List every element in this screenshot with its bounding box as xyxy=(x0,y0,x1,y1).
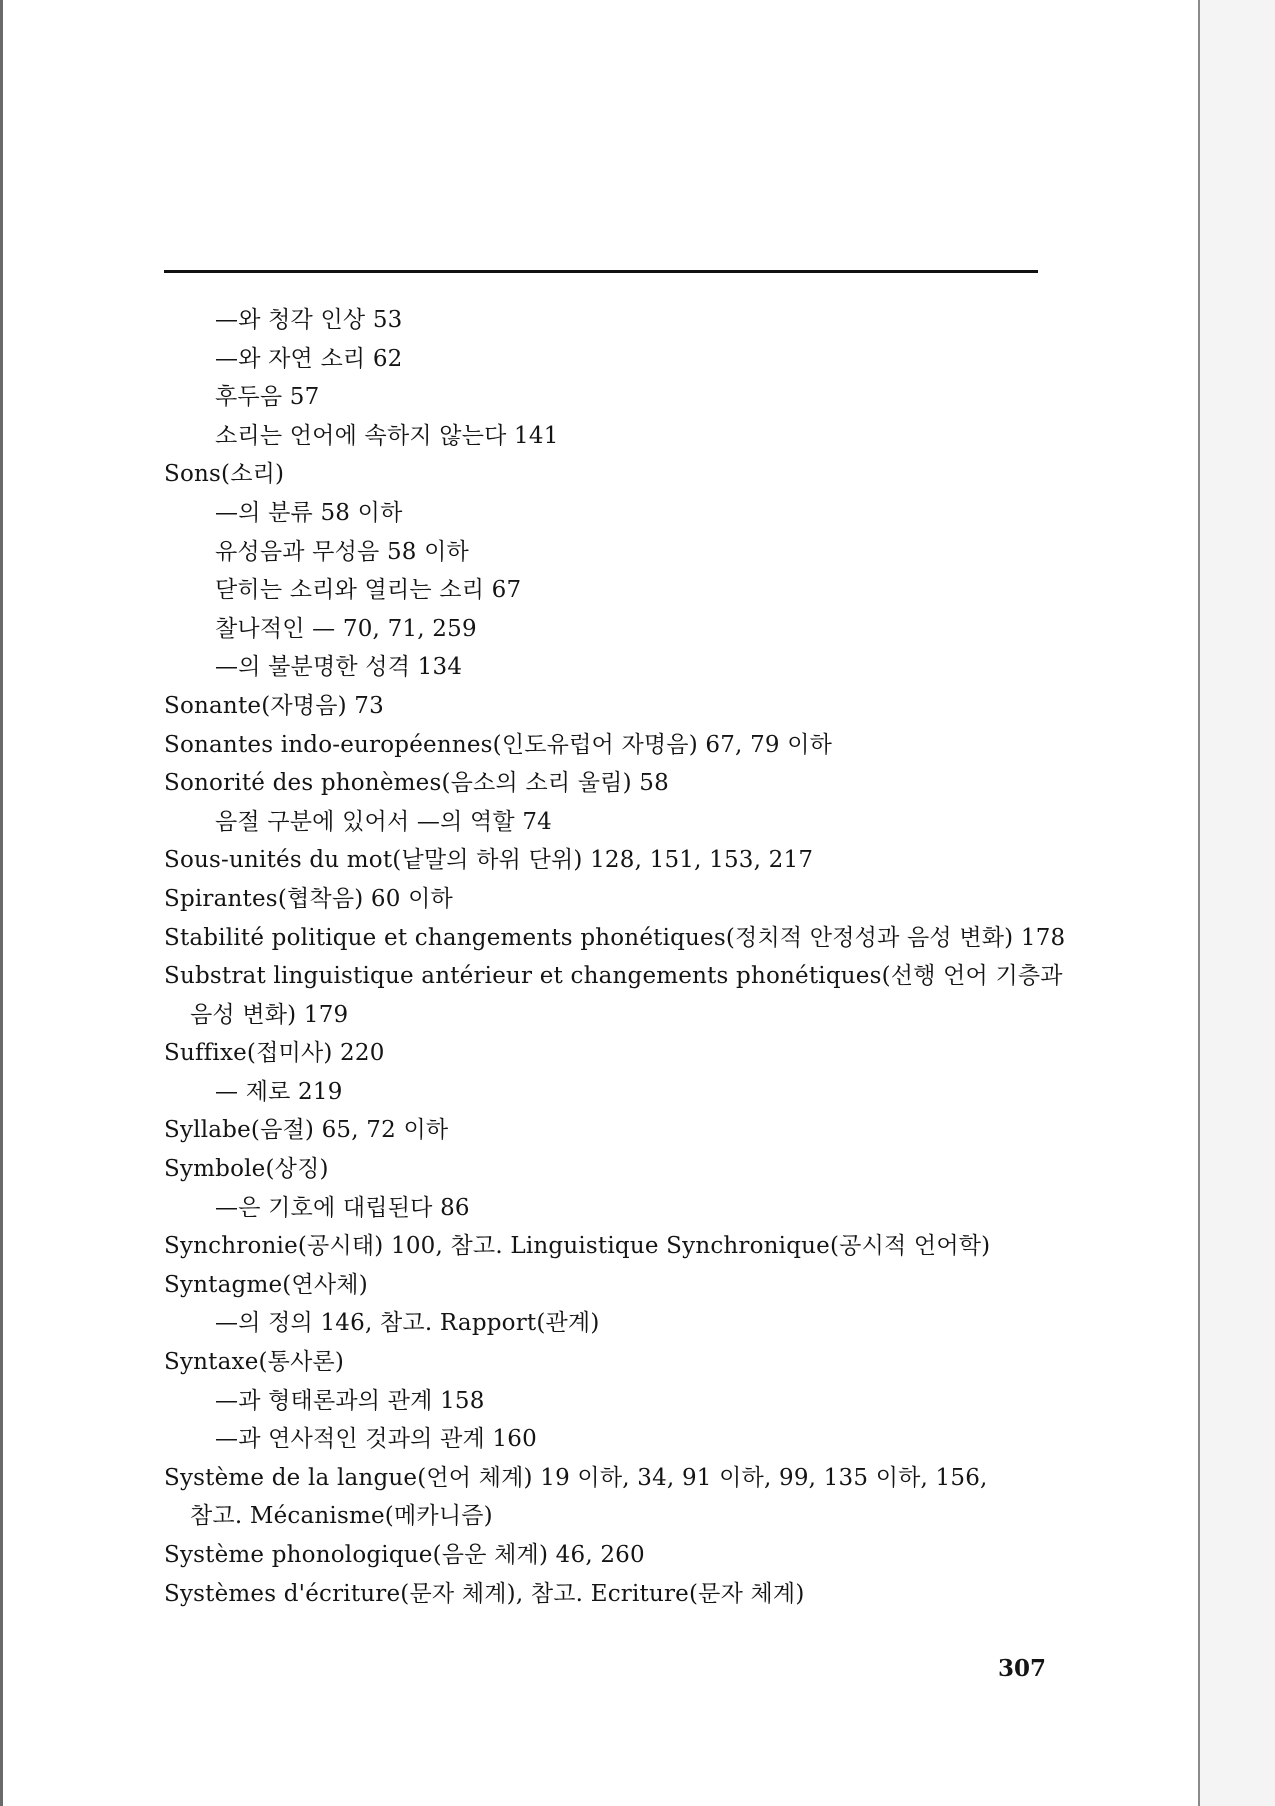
index-subentry: —의 불분명한 성격 134 xyxy=(215,654,463,681)
index-subentry: 소리는 언어에 속하지 않는다 141 xyxy=(215,422,559,449)
index-entry: Suffixe(접미사) 220 xyxy=(164,1040,385,1067)
index-subentry: 음절 구분에 있어서 —의 역할 74 xyxy=(215,808,553,835)
index-subentry: —과 연사적인 것과의 관계 160 xyxy=(215,1426,537,1453)
index-subentry: 유성음과 무성음 58 이하 xyxy=(215,538,469,565)
index-subentry: 닫히는 소리와 열리는 소리 67 xyxy=(215,577,522,604)
index-subentry: — 제로 219 xyxy=(215,1078,343,1105)
page-number: 307 xyxy=(998,1655,1047,1682)
index-entry: Systèmes d'écriture(문자 체계), 참고. Ecriture(문자 체계) xyxy=(164,1580,805,1607)
index-entry: Sons(소리) xyxy=(164,461,285,488)
index-subentry: —의 정의 146, 참고. Rapport(관계) xyxy=(215,1310,600,1337)
index-subentry: 후두음 57 xyxy=(215,384,320,411)
index-entry: Sonorité des phonèmes(음소의 소리 울림) 58 xyxy=(164,770,669,797)
index-subentry: —의 분류 58 이하 xyxy=(215,499,403,526)
index-subentry: 찰나적인 — 70, 71, 259 xyxy=(215,615,477,642)
index-subentry: —과 형태론과의 관계 158 xyxy=(215,1387,485,1414)
header-rule xyxy=(164,270,1038,273)
index-entry: Syntaxe(통사론) xyxy=(164,1349,345,1376)
index-subentry: —와 청각 인상 53 xyxy=(215,307,403,333)
index-subentry: —와 자연 소리 62 xyxy=(215,345,403,372)
index-entry: Système phonologique(음운 체계) 46, 260 xyxy=(164,1542,645,1568)
index-entry: Sonante(자명음) 73 xyxy=(164,692,384,719)
index-entry: Spirantes(협착음) 60 이하 xyxy=(164,885,453,912)
index-entry: Sous-unités du mot(낱말의 하위 단위) 128, 151, 153, 217 xyxy=(164,847,814,874)
index-entry: Système de la langue(언어 체계) 19 이하, 34, 91 이하, 99, 135 이하, 156, xyxy=(164,1464,988,1491)
index-entry-continuation: 참고. Mécanisme(메카니즘) xyxy=(190,1503,493,1530)
index-entry-continuation: 음성 변화) 179 xyxy=(190,1001,349,1028)
index-entry: Stabilité politique et changements phonétiques(정치적 안정성과 음성 변화) 178 xyxy=(164,924,1066,951)
index-entry: Substrat linguistique antérieur et changements phonétiques(선행 언어 기층과 xyxy=(164,963,1063,990)
index-subentry: —은 기호에 대립된다 86 xyxy=(215,1194,470,1221)
index-entry: Symbole(상징) xyxy=(164,1156,329,1183)
index-entry: Syllabe(음절) 65, 72 이하 xyxy=(164,1117,449,1144)
index-entry: Syntagme(연사체) xyxy=(164,1271,368,1298)
index-entries xyxy=(164,301,1064,1613)
index-entry: Sonantes indo-européennes(인도유럽어 자명음) 67, 79 이하 xyxy=(164,731,833,758)
index-entry: Synchronie(공시태) 100, 참고. Linguistique Synchronique(공시적 언어학) xyxy=(164,1233,991,1260)
